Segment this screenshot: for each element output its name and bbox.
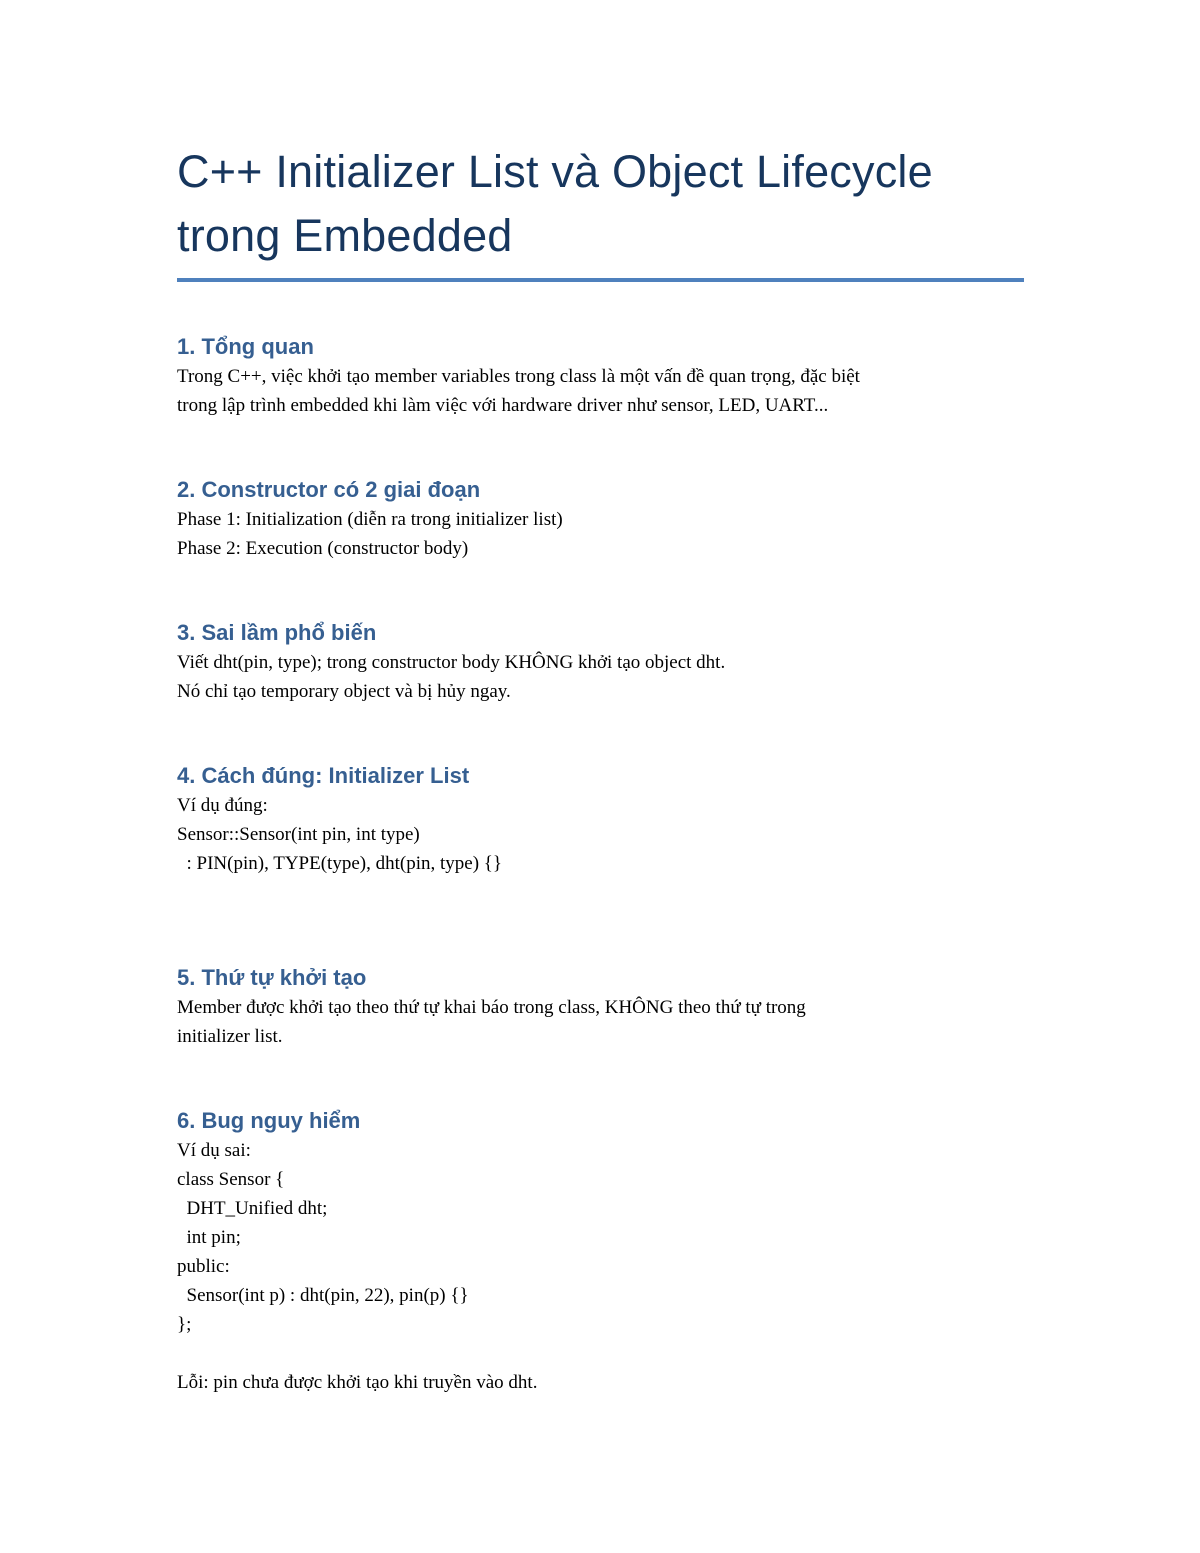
code-line: public: bbox=[177, 1256, 230, 1277]
paragraph-line: Ví dụ sai: bbox=[177, 1140, 251, 1161]
section-correct-way bbox=[177, 761, 1024, 878]
section-constructor-phases bbox=[177, 475, 1024, 563]
title-underline bbox=[177, 278, 1024, 282]
code-line: DHT_Unified dht; bbox=[177, 1198, 328, 1219]
code-line: Sensor(int p) : dht(pin, 22), pin(p) {} bbox=[177, 1285, 469, 1306]
paragraph-line: Phase 2: Execution (constructor body) bbox=[177, 538, 469, 559]
section-overview bbox=[177, 332, 1024, 420]
code-line: int pin; bbox=[177, 1227, 241, 1248]
section-heading: 6. Bug nguy hiểm bbox=[177, 1108, 361, 1133]
paragraph-line: trong lập trình embedded khi làm việc với hardware driver như sensor, LED, UART... bbox=[177, 395, 829, 416]
section-heading: 2. Constructor có 2 giai đoạn bbox=[177, 477, 481, 502]
section-heading: 1. Tổng quan bbox=[177, 334, 314, 359]
code-line: : PIN(pin), TYPE(type), dht(pin, type) {} bbox=[177, 853, 503, 874]
section-init-order bbox=[177, 963, 1024, 1051]
title-line-1: C++ Initializer List và Object Lifecycle bbox=[177, 146, 933, 197]
section-heading: 4. Cách đúng: Initializer List bbox=[177, 763, 470, 788]
paragraph-line: Trong C++, việc khởi tạo member variables trong class là một vấn đề quan trọng, đặc biệt bbox=[177, 366, 860, 387]
title-line-2: trong Embedded bbox=[177, 210, 513, 261]
section-heading: 3. Sai lầm phổ biến bbox=[177, 620, 377, 645]
paragraph-line: initializer list. bbox=[177, 1026, 283, 1047]
paragraph-line: Viết dht(pin, type); trong constructor body KHÔNG khởi tạo object dht. bbox=[177, 652, 726, 673]
blank-line bbox=[177, 1339, 1024, 1368]
section-heading: 5. Thứ tự khởi tạo bbox=[177, 965, 367, 990]
code-line: class Sensor { bbox=[177, 1169, 285, 1190]
document-content bbox=[177, 140, 1024, 1397]
code-line: }; bbox=[177, 1314, 192, 1335]
paragraph-line: Ví dụ đúng: bbox=[177, 795, 268, 816]
section-dangerous-bug bbox=[177, 1106, 1024, 1397]
paragraph-line: Nó chỉ tạo temporary object và bị hủy ngay. bbox=[177, 681, 511, 702]
paragraph-line: Member được khởi tạo theo thứ tự khai báo trong class, KHÔNG theo thứ tự trong bbox=[177, 997, 806, 1018]
paragraph-line: Phase 1: Initialization (diễn ra trong initializer list) bbox=[177, 509, 563, 530]
code-line: Sensor::Sensor(int pin, int type) bbox=[177, 824, 420, 845]
paragraph-line: Lỗi: pin chưa được khởi tạo khi truyền vào dht. bbox=[177, 1372, 538, 1393]
section-common-mistake bbox=[177, 618, 1024, 706]
document-title bbox=[177, 140, 1024, 278]
